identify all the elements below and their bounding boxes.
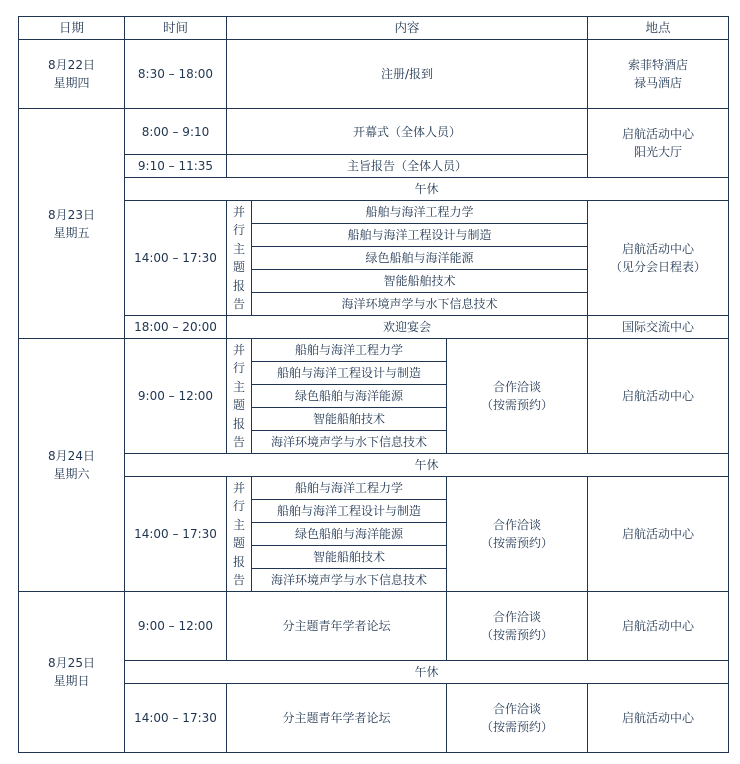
time-aug23-keynote: 9:10 – 11:35	[124, 154, 227, 178]
lunch-aug25: 午休	[124, 660, 729, 684]
topic-smart: 智能船舶技术	[251, 407, 447, 431]
parallel-label: 并 行 主 题 报 告	[226, 338, 252, 454]
date-aug24: 8月24日 星期六	[18, 338, 125, 592]
lunch-aug23: 午休	[124, 177, 729, 201]
date-aug22: 8月22日 星期四	[18, 39, 125, 109]
time-aug24-morning: 9:00 – 12:00	[124, 338, 227, 454]
topic-design: 船舶与海洋工程设计与制造	[251, 223, 588, 247]
parallel-label: 并 行 主 题 报 告	[226, 476, 252, 592]
venue-intl-center: 国际交流中心	[587, 315, 729, 339]
venue-sunshine-hall: 启航活动中心 阳光大厅	[587, 108, 729, 178]
time-aug23-opening: 8:00 – 9:10	[124, 108, 227, 155]
header-date: 日期	[18, 16, 125, 40]
header-time: 时间	[124, 16, 227, 40]
venue-see-schedule: 启航活动中心 （见分会日程表）	[587, 200, 729, 316]
topic-design: 船舶与海洋工程设计与制造	[251, 499, 447, 523]
header-venue: 地点	[587, 16, 729, 40]
topic-mechanics: 船舶与海洋工程力学	[251, 200, 588, 224]
topic-acoustics: 海洋环境声学与水下信息技术	[251, 568, 447, 592]
time-aug22: 8:30 – 18:00	[124, 39, 227, 109]
content-banquet: 欢迎宴会	[226, 315, 588, 339]
topic-green: 绿色船舶与海洋能源	[251, 246, 588, 270]
time-aug23-banquet: 18:00 – 20:00	[124, 315, 227, 339]
topic-design: 船舶与海洋工程设计与制造	[251, 361, 447, 385]
content-cooperation: 合作洽谈 （按需预约）	[446, 476, 588, 592]
content-youth-forum: 分主题青年学者论坛	[226, 683, 447, 753]
content-opening: 开幕式（全体人员）	[226, 108, 588, 155]
venue-qihang: 启航活动中心	[587, 683, 729, 753]
content-youth-forum: 分主题青年学者论坛	[226, 591, 447, 661]
lunch-aug24: 午休	[124, 453, 729, 477]
venue-qihang: 启航活动中心	[587, 476, 729, 592]
topic-acoustics: 海洋环境声学与水下信息技术	[251, 292, 588, 316]
content-cooperation: 合作洽谈 （按需预约）	[446, 338, 588, 454]
header-content: 内容	[226, 16, 588, 40]
time-aug25-morning: 9:00 – 12:00	[124, 591, 227, 661]
date-aug25: 8月25日 星期日	[18, 591, 125, 753]
topic-mechanics: 船舶与海洋工程力学	[251, 476, 447, 500]
topic-smart: 智能船舶技术	[251, 269, 588, 293]
time-aug25-afternoon: 14:00 – 17:30	[124, 683, 227, 753]
content-cooperation: 合作洽谈 （按需预约）	[446, 683, 588, 753]
topic-green: 绿色船舶与海洋能源	[251, 522, 447, 546]
topic-acoustics: 海洋环境声学与水下信息技术	[251, 430, 447, 454]
topic-green: 绿色船舶与海洋能源	[251, 384, 447, 408]
content-keynote: 主旨报告（全体人员）	[226, 154, 588, 178]
topic-mechanics: 船舶与海洋工程力学	[251, 338, 447, 362]
content-registration: 注册/报到	[226, 39, 588, 109]
time-aug24-afternoon: 14:00 – 17:30	[124, 476, 227, 592]
parallel-label: 并 行 主 题 报 告	[226, 200, 252, 316]
date-aug23: 8月23日 星期五	[18, 108, 125, 339]
content-cooperation: 合作洽谈 （按需预约）	[446, 591, 588, 661]
topic-smart: 智能船舶技术	[251, 545, 447, 569]
venue-qihang: 启航活动中心	[587, 338, 729, 454]
venue-qihang: 启航活动中心	[587, 591, 729, 661]
venue-aug22: 索菲特酒店 禄马酒店	[587, 39, 729, 109]
time-aug23-afternoon: 14:00 – 17:30	[124, 200, 227, 316]
